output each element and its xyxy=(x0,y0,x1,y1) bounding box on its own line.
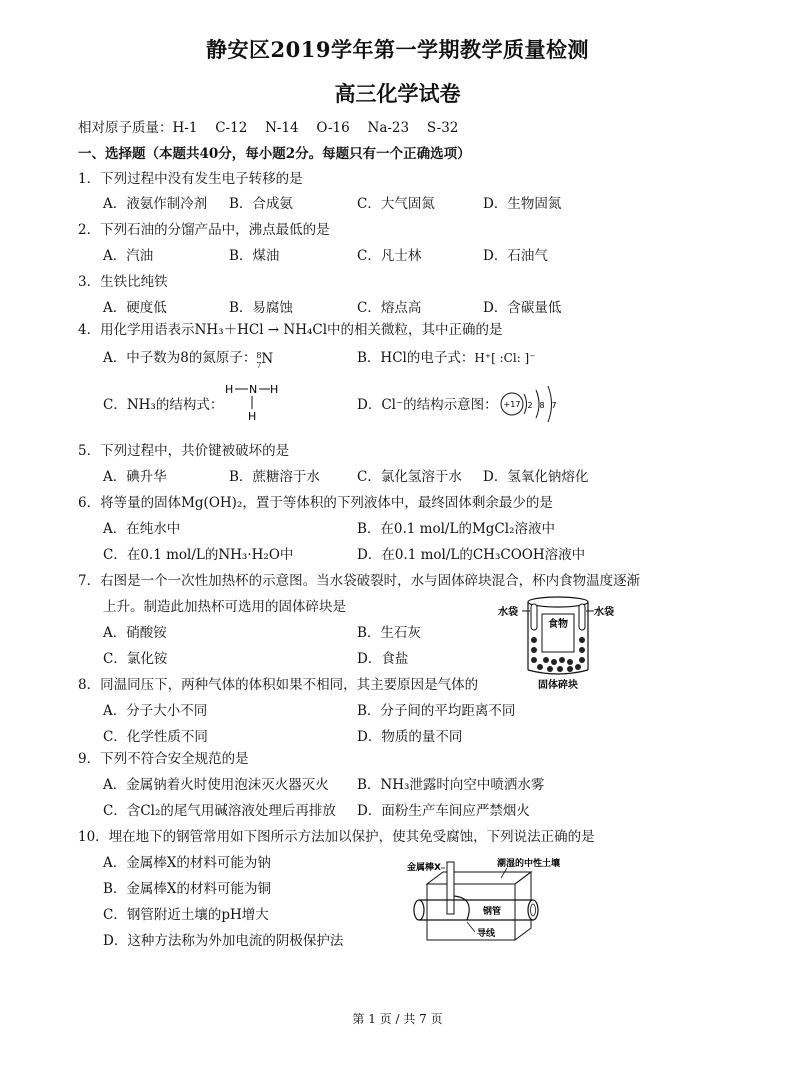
question-4: 4．用化学用语表示NH₃＋HCl → NH₄Cl中的相关微粒，其中正确的是 xyxy=(78,322,503,338)
heating-cup-figure xyxy=(490,592,650,692)
q6-option-d: D．在0.1 mol/L的CH₃COOH溶液中 xyxy=(357,547,586,563)
nuclide-symbol xyxy=(256,350,274,370)
shell-1-electrons: 2 xyxy=(527,401,533,410)
question-6: 6．将等量的固体Mg(OH)₂，置于等体积的下列液体中，最终固体剩余最少的是 xyxy=(78,495,553,511)
q4-option-b xyxy=(357,349,536,367)
q5-option-d: D．氢氧化钠熔化 xyxy=(483,469,589,485)
question-2: 2．下列石油的分馏产品中，沸点最低的是 xyxy=(78,222,330,238)
fig-steel-pipe: 钢管 xyxy=(483,907,502,917)
q4-option-a-label: A．中子数为8的氮原子： xyxy=(103,350,257,366)
q4-option-a xyxy=(103,349,274,370)
mass-number: 8 xyxy=(256,350,262,360)
q1-option-b: B．合成氨 xyxy=(229,196,293,212)
shell-2-electrons: 8 xyxy=(539,401,545,410)
fig-water-bag-right: 水袋 xyxy=(594,607,614,618)
fig-solid-chunks: 固体碎块 xyxy=(538,680,578,691)
q7-option-d: D．食盐 xyxy=(357,651,409,667)
q8-option-c: C．化学性质不同 xyxy=(103,729,208,745)
q1-option-d: D．生物固氮 xyxy=(483,196,562,212)
q6-option-a: A．在纯水中 xyxy=(103,521,181,537)
q2-option-a: A．汽油 xyxy=(103,248,154,264)
q6-option-b: B．在0.1 mol/L的MgCl₂溶液中 xyxy=(357,521,555,537)
q3-option-d: D．含碳量低 xyxy=(483,300,562,316)
question-10: 10．埋在地下的钢管常用如下图所示方法加以保护，使其免受腐蚀，下列说法正确的是 xyxy=(78,829,595,845)
fig-metal-rod: 金属棒X xyxy=(407,863,441,873)
nucleus-charge: +17 xyxy=(503,400,521,409)
element-symbol: N xyxy=(261,350,274,367)
q5-option-c: C．氯化氢溶于水 xyxy=(357,469,462,485)
struct-h3: H xyxy=(248,410,257,423)
q8-option-a: A．分子大小不同 xyxy=(103,703,208,719)
q7-option-a: A．硝酸铵 xyxy=(103,625,167,641)
q3-option-b: B．易腐蚀 xyxy=(229,300,293,316)
q10-option-a: A．金属棒X的材料可能为钠 xyxy=(103,855,271,871)
q9-option-c: C．含Cl₂的尾气用碱溶液处理后再排放 xyxy=(103,803,336,819)
question-7: 7．右图是一个一次性加热杯的示意图。当水袋破裂时，水与固体碎块混合，杯内食物温度逐渐 xyxy=(78,573,641,589)
q9-option-d: D．面粉生产车间应严禁烟火 xyxy=(357,803,530,819)
q1-option-c: C．大气固氮 xyxy=(357,196,435,212)
q9-option-a: A．金属钠着火时使用泡沫灭火器灭火 xyxy=(103,777,329,793)
q2-option-d: D．石油气 xyxy=(483,248,548,264)
q2-option-b: B．煤油 xyxy=(229,248,280,264)
cl-ion-structure-diagram xyxy=(498,378,562,430)
q1-option-a: A．液氨作制冷剂 xyxy=(103,196,208,212)
page-subtitle: 高三化学试卷 xyxy=(334,81,461,106)
q8-option-b: B．分子间的平均距离不同 xyxy=(357,703,516,719)
electron-formula: H⁺[ :Cl: ]⁻ xyxy=(474,351,536,365)
q5-option-b: B．蔗糖溶于水 xyxy=(229,469,320,485)
struct-h1: H xyxy=(225,383,234,396)
page-title: 静安区2019学年第一学期教学质量检测 xyxy=(206,37,589,62)
struct-h2: H xyxy=(270,383,279,396)
question-3: 3．生铁比纯铁 xyxy=(78,274,168,290)
nh3-structural-formula xyxy=(222,380,282,424)
struct-n: N xyxy=(249,383,258,396)
fig-water-bag-left: 水袋 xyxy=(498,607,518,618)
q7-option-c: C．氯化铵 xyxy=(103,651,168,667)
question-5: 5．下列过程中，共价键被破坏的是 xyxy=(78,443,290,459)
question-8: 8．同温同压下，两种气体的体积如果不相同，其主要原因是气体的 xyxy=(78,677,479,693)
atomic-masses: 相对原子质量：H-1 C-12 N-14 O-16 Na-23 S-32 xyxy=(78,120,459,136)
q4-option-c: C．NH₃的结构式： xyxy=(103,397,224,413)
question-7-cont: 上升。制造此加热杯可选用的固体碎块是 xyxy=(103,599,346,615)
q4-option-d: D．Cl⁻的结构示意图： xyxy=(357,397,498,413)
q7-option-b: B．生石灰 xyxy=(357,625,421,641)
atomic-number: 7 xyxy=(256,360,262,370)
question-1: 1．下列过程中没有发生电子转移的是 xyxy=(78,171,303,187)
q3-option-c: C．熔点高 xyxy=(357,300,422,316)
q2-option-c: C．凡士林 xyxy=(357,248,422,264)
q9-option-b: B．NH₃泄露时向空中喷洒水雾 xyxy=(357,777,545,793)
q3-option-a: A．硬度低 xyxy=(103,300,167,316)
q5-option-a: A．碘升华 xyxy=(103,469,167,485)
q10-option-b: B．金属棒X的材料可能为铜 xyxy=(103,881,272,897)
page-footer: 第 1 页 / 共 7 页 xyxy=(352,1012,443,1026)
q6-option-c: C．在0.1 mol/L的NH₃·H₂O中 xyxy=(103,547,294,563)
fig-wire: 导线 xyxy=(477,929,496,939)
fig-food: 食物 xyxy=(548,619,568,630)
q10-option-c: C．钢管附近土壤的pH增大 xyxy=(103,907,269,923)
shell-3-electrons: 7 xyxy=(551,401,557,410)
q10-option-d: D．这种方法称为外加电流的阴极保护法 xyxy=(103,933,344,949)
steel-pipe-figure xyxy=(405,856,565,946)
q4-option-b-label: B．HCl的电子式： xyxy=(357,350,475,366)
question-9: 9．下列不符合安全规范的是 xyxy=(78,751,249,767)
fig-soil: 潮湿的中性土壤 xyxy=(497,859,561,869)
q8-option-d: D．物质的量不同 xyxy=(357,729,463,745)
section-heading: 一、选择题（本题共40分，每小题2分。每题只有一个正确选项） xyxy=(78,146,471,162)
